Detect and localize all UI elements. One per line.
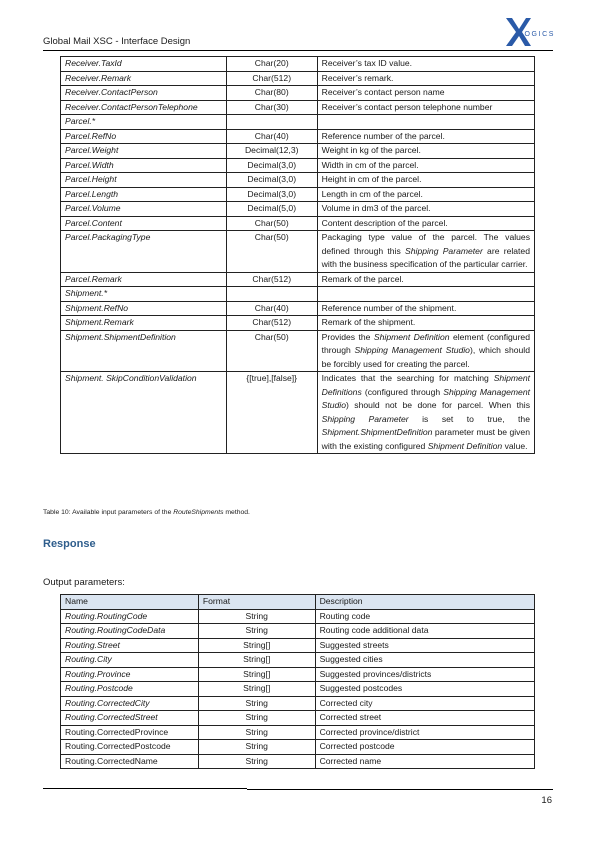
cell-name: Parcel.Height bbox=[61, 173, 227, 188]
table-row bbox=[61, 287, 535, 302]
cell-description: Width in cm of the parcel. bbox=[317, 158, 534, 173]
cell-name: Shipment. SkipConditionValidation bbox=[61, 372, 227, 454]
cell-format: String bbox=[198, 740, 315, 755]
table-caption: Table 10: Available input parameters of the RouteShipments method. bbox=[43, 509, 250, 516]
cell-format: Char(512) bbox=[226, 272, 317, 287]
cell-name: Routing.CorrectedProvince bbox=[61, 725, 199, 740]
cell-format: String bbox=[198, 725, 315, 740]
table-row bbox=[61, 100, 535, 115]
cell-description: Height in cm of the parcel. bbox=[317, 173, 534, 188]
cell-description: Corrected street bbox=[315, 711, 534, 726]
cell-name: Parcel.Volume bbox=[61, 202, 227, 217]
header-description: Description bbox=[315, 595, 534, 610]
table-row bbox=[61, 372, 535, 454]
cell-name: Receiver.ContactPerson bbox=[61, 86, 227, 101]
table-row bbox=[61, 57, 535, 72]
cell-format: String[] bbox=[198, 682, 315, 697]
cell-description: Provides the Shipment Definition element (configured through Shipping Management Studio), which should be forcibly used for creating the parcel. bbox=[317, 330, 534, 372]
cell-description: Receiver’s contact person telephone number bbox=[317, 100, 534, 115]
cell-description: Corrected postcode bbox=[315, 740, 534, 755]
logo-text: LOGICS bbox=[519, 31, 556, 38]
cell-format: String bbox=[198, 624, 315, 639]
output-parameters-table bbox=[60, 594, 535, 769]
cell-format: String bbox=[198, 754, 315, 769]
cell-description: Indicates that the searching for matching Shipment Definitions (configured through Shipping Management Studio) should not be done for parcel. When this Shipping Parameter is set to true, the Shipment.ShipmentDefinition parameter must be given with the existing configured Shipment Definition value. bbox=[317, 372, 534, 454]
input-parameters-table bbox=[60, 56, 535, 454]
cell-name: Receiver.ContactPersonTelephone bbox=[61, 100, 227, 115]
cell-description bbox=[317, 115, 534, 130]
cell-format: Char(80) bbox=[226, 86, 317, 101]
cell-description: Reference number of the parcel. bbox=[317, 129, 534, 144]
cell-format: Char(50) bbox=[226, 330, 317, 372]
cell-description: Weight in kg of the parcel. bbox=[317, 144, 534, 159]
cell-description: Remark of the parcel. bbox=[317, 272, 534, 287]
table-row bbox=[61, 316, 535, 331]
cell-name: Shipment.* bbox=[61, 287, 227, 302]
cell-description bbox=[317, 287, 534, 302]
cell-name: Parcel.* bbox=[61, 115, 227, 130]
table-row bbox=[61, 711, 535, 726]
header-name: Name bbox=[61, 595, 199, 610]
cell-name: Parcel.Content bbox=[61, 216, 227, 231]
footer-divider bbox=[247, 789, 553, 790]
cell-format: String[] bbox=[198, 667, 315, 682]
cell-description: Routing code bbox=[315, 609, 534, 624]
cell-format: Char(40) bbox=[226, 301, 317, 316]
cell-format: String[] bbox=[198, 653, 315, 668]
cell-name: Receiver.TaxId bbox=[61, 57, 227, 72]
cell-format: Char(30) bbox=[226, 100, 317, 115]
cell-description: Reference number of the shipment. bbox=[317, 301, 534, 316]
cell-format: Char(512) bbox=[226, 316, 317, 331]
cell-name: Routing.CorrectedPostcode bbox=[61, 740, 199, 755]
cell-format: Decimal(3,0) bbox=[226, 187, 317, 202]
header-format: Format bbox=[198, 595, 315, 610]
table-row bbox=[61, 115, 535, 130]
cell-format: Decimal(5,0) bbox=[226, 202, 317, 217]
cell-name: Receiver.Remark bbox=[61, 71, 227, 86]
cell-name: Routing.RoutingCode bbox=[61, 609, 199, 624]
cell-name: Routing.CorrectedCity bbox=[61, 696, 199, 711]
cell-description: Remark of the shipment. bbox=[317, 316, 534, 331]
cell-format: String[] bbox=[198, 638, 315, 653]
cell-name: Shipment.ShipmentDefinition bbox=[61, 330, 227, 372]
table-row bbox=[61, 187, 535, 202]
table-row bbox=[61, 638, 535, 653]
cell-description: Suggested postcodes bbox=[315, 682, 534, 697]
table-row bbox=[61, 740, 535, 755]
cell-format: String bbox=[198, 696, 315, 711]
cell-name: Routing.Street bbox=[61, 638, 199, 653]
cell-format: Decimal(12,3) bbox=[226, 144, 317, 159]
cell-name: Shipment.Remark bbox=[61, 316, 227, 331]
header-divider bbox=[43, 50, 553, 51]
cell-name: Parcel.RefNo bbox=[61, 129, 227, 144]
table-row bbox=[61, 129, 535, 144]
cell-format: String bbox=[198, 711, 315, 726]
table-row bbox=[61, 158, 535, 173]
cell-name: Routing.CorrectedName bbox=[61, 754, 199, 769]
cell-description: Corrected city bbox=[315, 696, 534, 711]
table-row bbox=[61, 202, 535, 217]
cell-format: Char(20) bbox=[226, 57, 317, 72]
table-row bbox=[61, 696, 535, 711]
cell-description: Suggested cities bbox=[315, 653, 534, 668]
table-row bbox=[61, 609, 535, 624]
footer-divider-left bbox=[43, 788, 247, 789]
cell-name: Routing.CorrectedStreet bbox=[61, 711, 199, 726]
cell-description: Content description of the parcel. bbox=[317, 216, 534, 231]
cell-format bbox=[226, 115, 317, 130]
cell-name: Routing.City bbox=[61, 653, 199, 668]
cell-description: Corrected province/district bbox=[315, 725, 534, 740]
cell-format: Char(50) bbox=[226, 216, 317, 231]
cell-description: Suggested provinces/districts bbox=[315, 667, 534, 682]
table-row bbox=[61, 86, 535, 101]
cell-name: Parcel.PackagingType bbox=[61, 231, 227, 273]
cell-name: Routing.RoutingCodeData bbox=[61, 624, 199, 639]
cell-description: Receiver’s contact person name bbox=[317, 86, 534, 101]
cell-name: Routing.Postcode bbox=[61, 682, 199, 697]
cell-format: Char(50) bbox=[226, 231, 317, 273]
output-parameters-label: Output parameters: bbox=[43, 577, 125, 588]
table-row bbox=[61, 667, 535, 682]
table-row bbox=[61, 71, 535, 86]
cell-format: Decimal(3,0) bbox=[226, 173, 317, 188]
cell-description: Receiver’s tax ID value. bbox=[317, 57, 534, 72]
cell-description: Length in cm of the parcel. bbox=[317, 187, 534, 202]
table-row bbox=[61, 653, 535, 668]
header-title: Global Mail XSC - Interface Design bbox=[43, 36, 191, 47]
cell-format: Char(512) bbox=[226, 71, 317, 86]
table-row bbox=[61, 272, 535, 287]
cell-format bbox=[226, 287, 317, 302]
table-row bbox=[61, 144, 535, 159]
cell-name: Parcel.Width bbox=[61, 158, 227, 173]
table-row bbox=[61, 330, 535, 372]
table-row bbox=[61, 624, 535, 639]
table-row bbox=[61, 231, 535, 273]
cell-name: Parcel.Weight bbox=[61, 144, 227, 159]
table-row bbox=[61, 301, 535, 316]
page-number: 16 bbox=[541, 795, 552, 806]
table-row bbox=[61, 725, 535, 740]
table-row bbox=[61, 682, 535, 697]
cell-format: {[true],[false]} bbox=[226, 372, 317, 454]
cell-description: Suggested streets bbox=[315, 638, 534, 653]
cell-name: Parcel.Remark bbox=[61, 272, 227, 287]
section-heading-response: Response bbox=[43, 538, 96, 550]
cell-name: Shipment.RefNo bbox=[61, 301, 227, 316]
cell-description: Routing code additional data bbox=[315, 624, 534, 639]
cell-description: Corrected name bbox=[315, 754, 534, 769]
cell-description: Packaging type value of the parcel. The values defined through this Shipping Parameter are related with the business specification of the particular carrier. bbox=[317, 231, 534, 273]
company-logo bbox=[497, 14, 557, 50]
cell-name: Parcel.Length bbox=[61, 187, 227, 202]
cell-format: String bbox=[198, 609, 315, 624]
cell-description: Receiver’s remark. bbox=[317, 71, 534, 86]
table-header-row bbox=[61, 595, 535, 610]
cell-format: Char(40) bbox=[226, 129, 317, 144]
table-row bbox=[61, 754, 535, 769]
table-row bbox=[61, 173, 535, 188]
table-row bbox=[61, 216, 535, 231]
cell-name: Routing.Province bbox=[61, 667, 199, 682]
cell-description: Volume in dm3 of the parcel. bbox=[317, 202, 534, 217]
cell-format: Decimal(3,0) bbox=[226, 158, 317, 173]
